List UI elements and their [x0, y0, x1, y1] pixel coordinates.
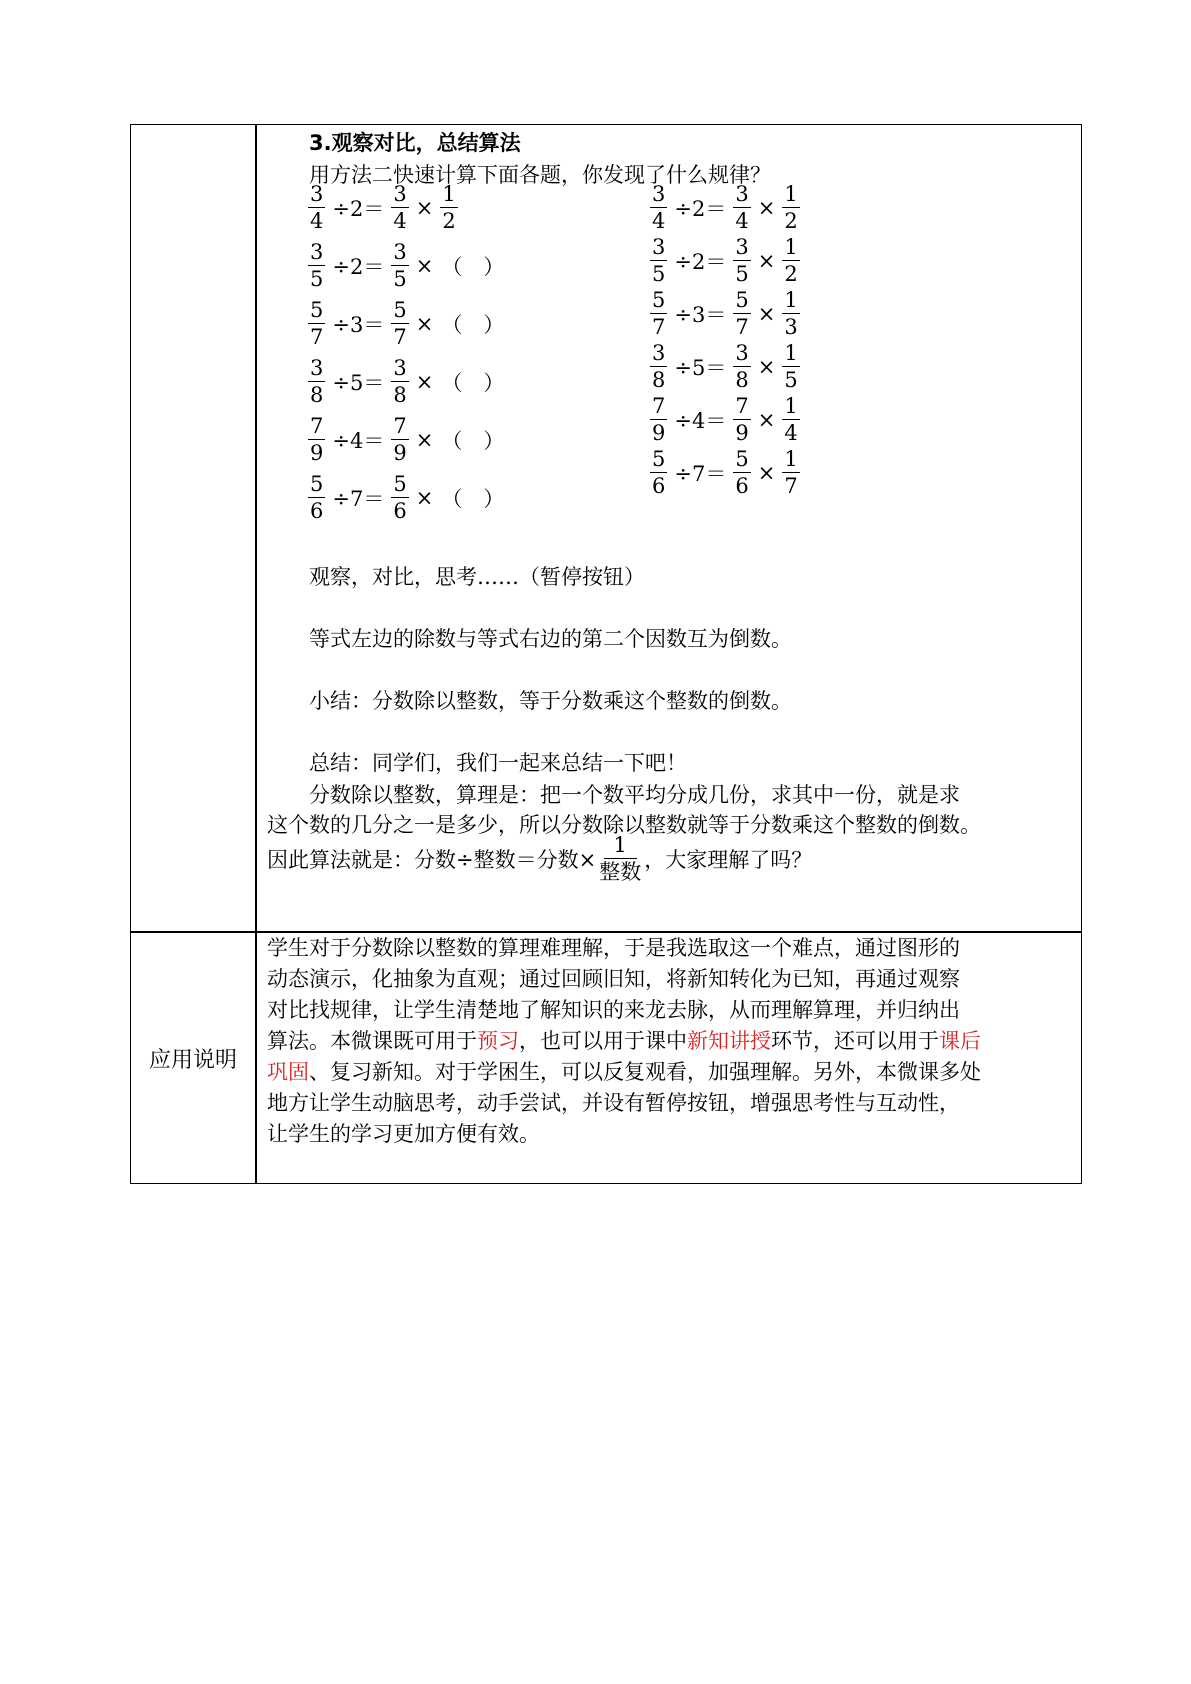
- app-text-span: 环节，还可以用于: [771, 1029, 939, 1053]
- dividend-fraction-denominator: 8: [652, 368, 666, 392]
- highlight-consolidate: 巩固: [267, 1060, 309, 1084]
- rule-fraction: [599, 835, 641, 883]
- reciprocal-fraction-numerator: 1: [784, 447, 798, 471]
- product-fraction-numerator: 5: [393, 472, 407, 496]
- product-fraction: [391, 474, 408, 522]
- product-fraction: [391, 416, 408, 464]
- divisor-text: ÷2＝: [332, 255, 385, 279]
- rule-denominator: 整数: [599, 860, 642, 884]
- product-fraction-denominator: 9: [393, 441, 407, 465]
- app-line-5: [267, 1057, 1077, 1088]
- lesson-table: [130, 124, 1082, 1184]
- dividend-fraction-denominator: 6: [652, 474, 666, 498]
- product-fraction-denominator: 6: [393, 499, 407, 523]
- product-fraction: [391, 242, 408, 290]
- column-divider: [255, 125, 257, 1183]
- dividend-fraction-denominator: 4: [310, 209, 324, 233]
- reciprocal-fraction-denominator: 7: [784, 474, 798, 498]
- rule-numerator: 1: [604, 835, 637, 859]
- equation-row: [305, 357, 508, 407]
- product-fraction-numerator: 7: [735, 394, 749, 418]
- answer-blank: （ ）: [441, 429, 505, 453]
- product-fraction-numerator: 3: [735, 182, 749, 206]
- dividend-fraction: [308, 242, 325, 290]
- app-line-7: 让学生的学习更加方便有效。: [267, 1122, 540, 1146]
- dividend-fraction-denominator: 9: [652, 421, 666, 445]
- application-text: [267, 933, 1077, 1150]
- equation-row: [647, 342, 803, 392]
- app-text-span: 、复习新知。对于学困生，可以反复观看，加强理解。另外，本微课多处: [309, 1060, 981, 1084]
- summary-line2: 这个数的几分之一是多少，所以分数除以整数就等于分数乘这个整数的倒数。: [267, 813, 981, 837]
- divisor-text: ÷3＝: [332, 313, 385, 337]
- equation-row: [305, 299, 508, 349]
- reciprocal-fraction: [782, 449, 799, 497]
- divisor-text: ÷7＝: [674, 462, 727, 486]
- reciprocal-fraction: [782, 396, 799, 444]
- product-fraction-numerator: 3: [735, 341, 749, 365]
- product-fraction-numerator: 5: [393, 298, 407, 322]
- answer-blank: （ ）: [441, 487, 505, 511]
- app-text-span: ，也可以用于课中: [519, 1029, 687, 1053]
- divisor-text: ÷7＝: [332, 487, 385, 511]
- product-fraction-numerator: 3: [735, 235, 749, 259]
- app-text-span: 算法。本微课既可用于: [267, 1029, 477, 1053]
- dividend-fraction-numerator: 3: [310, 182, 324, 206]
- equation-row: [305, 473, 508, 523]
- dividend-fraction: [308, 300, 325, 348]
- reciprocal-fraction-numerator: 1: [442, 182, 456, 206]
- divisor-text: ÷4＝: [674, 409, 727, 433]
- times-sign: ×: [757, 196, 776, 220]
- dividend-fraction: [650, 396, 667, 444]
- reciprocal-fraction-numerator: 1: [784, 341, 798, 365]
- equation-row: [305, 183, 461, 233]
- dividend-fraction: [308, 416, 325, 464]
- dividend-fraction-denominator: 7: [652, 315, 666, 339]
- app-line-6: 地方让学生动脑思考，动手尝试，并设有暂停按钮，增强思考性与互动性，: [267, 1091, 960, 1115]
- times-sign: ×: [415, 370, 434, 394]
- times-sign: ×: [415, 486, 434, 510]
- product-fraction-denominator: 5: [735, 262, 749, 286]
- times-sign: ×: [757, 461, 776, 485]
- divisor-text: ÷2＝: [674, 250, 727, 274]
- times-sign: ×: [757, 355, 776, 379]
- reciprocal-fraction-denominator: 2: [784, 262, 798, 286]
- dividend-fraction-numerator: 3: [310, 356, 324, 380]
- equation-row: [647, 448, 803, 498]
- product-fraction-denominator: 4: [735, 209, 749, 233]
- highlight-preview: 预习: [477, 1029, 519, 1053]
- times-sign: ×: [415, 254, 434, 278]
- divisor-text: ÷5＝: [674, 356, 727, 380]
- dividend-fraction: [650, 184, 667, 232]
- dividend-fraction: [650, 290, 667, 338]
- divisor-text: ÷5＝: [332, 371, 385, 395]
- product-fraction-denominator: 5: [393, 267, 407, 291]
- product-fraction: [391, 184, 408, 232]
- dividend-fraction-denominator: 5: [652, 262, 666, 286]
- times-sign: ×: [415, 428, 434, 452]
- product-fraction: [733, 237, 750, 285]
- product-fraction-denominator: 8: [735, 368, 749, 392]
- reciprocal-fraction-denominator: 2: [784, 209, 798, 233]
- product-fraction: [733, 184, 750, 232]
- product-fraction-numerator: 7: [393, 414, 407, 438]
- product-fraction: [391, 300, 408, 348]
- product-fraction-denominator: 4: [393, 209, 407, 233]
- divisor-text: ÷4＝: [332, 429, 385, 453]
- dividend-fraction-denominator: 9: [310, 441, 324, 465]
- intro-text: 用方法二快速计算下面各题，你发现了什么规律？: [309, 163, 771, 187]
- highlight-new-knowledge: 新知讲授: [687, 1029, 771, 1053]
- product-fraction-denominator: 7: [393, 325, 407, 349]
- rule-line: [267, 831, 812, 887]
- rule-suffix: ，大家理解了吗？: [644, 848, 813, 872]
- divisor-text: ÷3＝: [674, 303, 727, 327]
- reciprocal-fraction: [782, 290, 799, 338]
- product-fraction-denominator: 8: [393, 383, 407, 407]
- dividend-fraction-denominator: 8: [310, 383, 324, 407]
- product-fraction-denominator: 7: [735, 315, 749, 339]
- product-fraction: [733, 290, 750, 338]
- answer-blank: （ ）: [441, 313, 505, 337]
- dividend-fraction-numerator: 5: [652, 447, 666, 471]
- reciprocal-fraction-numerator: 1: [784, 182, 798, 206]
- reciprocal-fraction-numerator: 1: [784, 288, 798, 312]
- reciprocal-fraction: [782, 237, 799, 285]
- dividend-fraction-denominator: 6: [310, 499, 324, 523]
- dividend-fraction: [308, 358, 325, 406]
- product-fraction-numerator: 5: [735, 288, 749, 312]
- reciprocal-fraction-denominator: 5: [784, 368, 798, 392]
- reciprocal-fraction: [440, 184, 457, 232]
- answer-blank: （ ）: [441, 371, 505, 395]
- observe-text: 观察，对比，思考……（暂停按钮）: [309, 565, 645, 589]
- dividend-fraction: [650, 343, 667, 391]
- equation-row: [647, 183, 803, 233]
- dividend-fraction: [650, 449, 667, 497]
- product-fraction-denominator: 6: [735, 474, 749, 498]
- dividend-fraction-numerator: 7: [310, 414, 324, 438]
- reciprocal-fraction-denominator: 4: [784, 421, 798, 445]
- app-line-4: [267, 1026, 1077, 1057]
- times-sign: ×: [757, 408, 776, 432]
- product-fraction: [391, 358, 408, 406]
- dividend-fraction-numerator: 5: [310, 298, 324, 322]
- finding-text: 等式左边的除数与等式右边的第二个因数互为倒数。: [309, 627, 792, 651]
- product-fraction-numerator: 3: [393, 240, 407, 264]
- product-fraction: [733, 449, 750, 497]
- times-sign: ×: [415, 312, 434, 336]
- equation-row: [647, 236, 803, 286]
- section-heading: 3.观察对比，总结算法: [309, 131, 521, 155]
- product-fraction-numerator: 3: [393, 356, 407, 380]
- times-sign: ×: [415, 196, 434, 220]
- answer-blank: （ ）: [441, 255, 505, 279]
- reciprocal-fraction-denominator: 3: [784, 315, 798, 339]
- dividend-fraction: [308, 184, 325, 232]
- equation-row: [305, 241, 508, 291]
- equation-row: [305, 415, 508, 465]
- dividend-fraction-numerator: 3: [652, 341, 666, 365]
- reciprocal-fraction-numerator: 1: [784, 235, 798, 259]
- highlight-after-class: 课后: [939, 1029, 981, 1053]
- app-line-3: 对比找规律，让学生清楚地了解知识的来龙去脉，从而理解算理，并归纳出: [267, 998, 960, 1022]
- dividend-fraction-numerator: 7: [652, 394, 666, 418]
- app-line-2: 动态演示，化抽象为直观；通过回顾旧知，将新知转化为已知，再通过观察: [267, 967, 960, 991]
- equation-row: [647, 395, 803, 445]
- dividend-fraction-denominator: 7: [310, 325, 324, 349]
- product-fraction: [733, 396, 750, 444]
- dividend-fraction-numerator: 5: [310, 472, 324, 496]
- product-fraction-denominator: 9: [735, 421, 749, 445]
- summary-small: 小结：分数除以整数，等于分数乘这个整数的倒数。: [309, 689, 792, 713]
- summary-title: 总结：同学们，我们一起来总结一下吧！: [309, 751, 687, 775]
- times-sign: ×: [757, 249, 776, 273]
- dividend-fraction-numerator: 3: [310, 240, 324, 264]
- reciprocal-fraction-numerator: 1: [784, 394, 798, 418]
- times-sign: ×: [757, 302, 776, 326]
- dividend-fraction-numerator: 5: [652, 288, 666, 312]
- dividend-fraction-numerator: 3: [652, 182, 666, 206]
- dividend-fraction: [650, 237, 667, 285]
- product-fraction-numerator: 5: [735, 447, 749, 471]
- dividend-fraction: [308, 474, 325, 522]
- dividend-fraction-denominator: 4: [652, 209, 666, 233]
- dividend-fraction-numerator: 3: [652, 235, 666, 259]
- reciprocal-fraction: [782, 184, 799, 232]
- application-label: 应用说明: [148, 1047, 237, 1073]
- dividend-fraction-denominator: 5: [310, 267, 324, 291]
- product-fraction-numerator: 3: [393, 182, 407, 206]
- equation-row: [647, 289, 803, 339]
- rule-prefix: 因此算法就是：分数÷整数＝分数×: [267, 848, 597, 872]
- product-fraction: [733, 343, 750, 391]
- reciprocal-fraction-denominator: 2: [442, 209, 456, 233]
- reciprocal-fraction: [782, 343, 799, 391]
- divisor-text: ÷2＝: [332, 197, 385, 221]
- divisor-text: ÷2＝: [674, 197, 727, 221]
- summary-line1: 分数除以整数，算理是：把一个数平均分成几份，求其中一份，就是求: [309, 783, 960, 807]
- app-line-1: 学生对于分数除以整数的算理难理解，于是我选取这一个难点，通过图形的: [267, 936, 960, 960]
